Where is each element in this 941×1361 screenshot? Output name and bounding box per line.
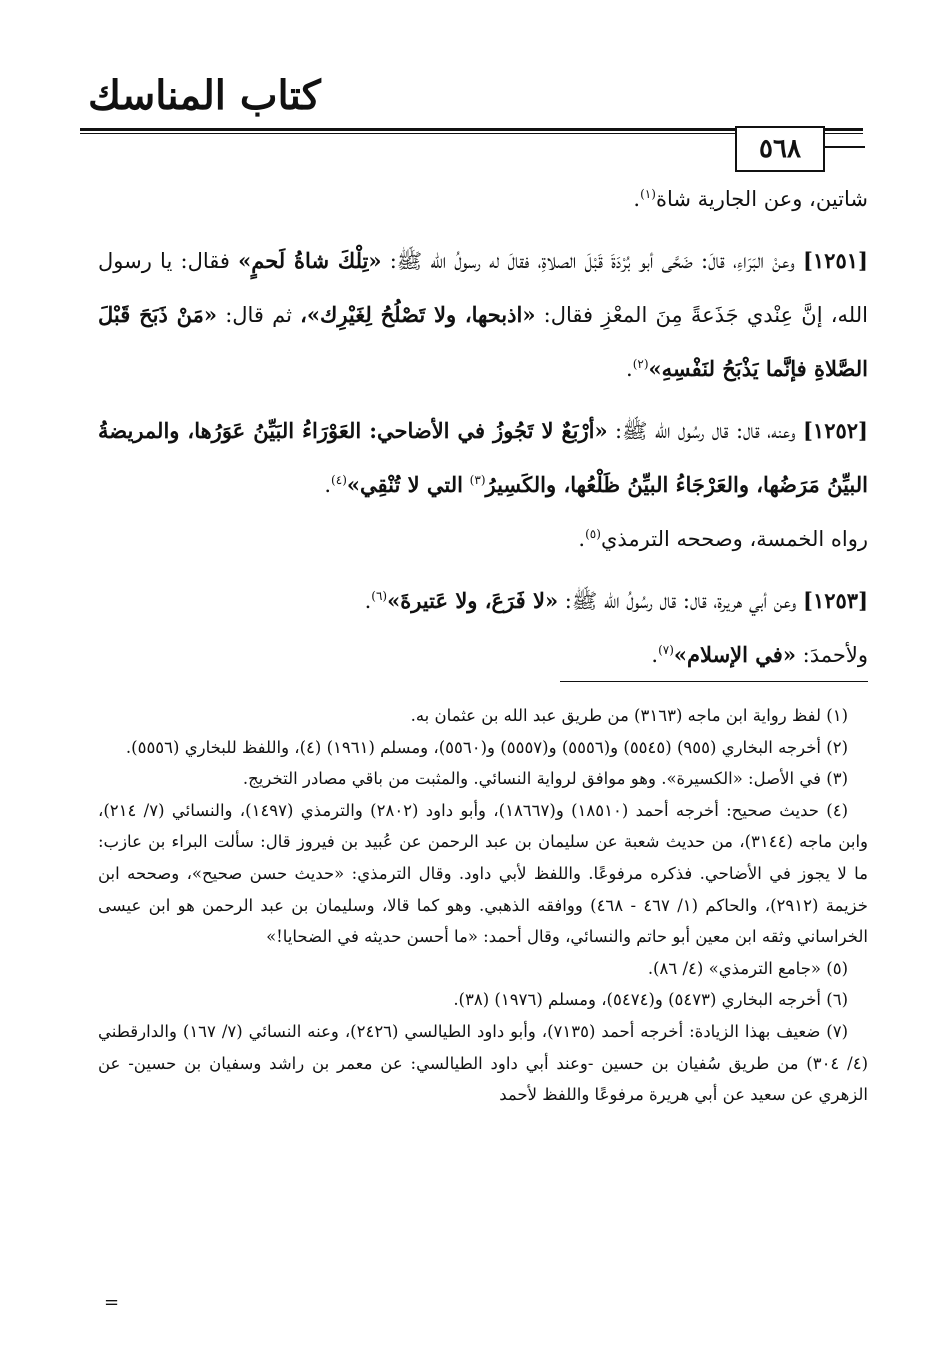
footnote: (٦) أخرجه البخاري (٥٤٧٣) و(٥٤٧٤)، ومسلم (١٩٧٦) (٣٨). (453, 990, 848, 1010)
footnote: (٢) أخرجه البخاري (٩٥٥) (٥٥٤٥) و(٥٥٥٦) و(٥٥٥٧) و(٥٥٦٠)، ومسلم (١٩٦١) (٤)، واللفظ للبخاري (٥٥٥٦). (125, 737, 848, 757)
main-text (98, 172, 868, 682)
footnote: (٣) في الأصل: «الكسيرة». وهو موافق لرواية النسائي. والمثبت من باقي مصادر التخريج. (242, 769, 848, 789)
hadith-number: [١٢٥٣] (803, 588, 868, 613)
footnote: (١) لفظ رواية ابن ماجه (٣١٦٣) من طريق عبد الله بن عثمان به. (410, 706, 848, 725)
footnote: (٥) «جامع الترمذي» (٤/ ٨٦). (647, 958, 848, 978)
hadith-1253: [١٢٥٣] وعن أبي هريرة، قال: قال رسُولُ الله ﷺ: «لا فَرَعَ، ولا عَتيرةَ»$^{(٦)}$. (364, 588, 868, 613)
page-number: ٥٦٨ (735, 126, 825, 172)
ahmad-line: ولأحمدَ: «في الإسلام»$^{(٧)}$. (651, 642, 868, 667)
rawah-line: رواه الخمسة، وصححه الترمذي$^{(٥)}$. (578, 527, 868, 551)
hadith-1251: [١٢٥١] وعنْ البَرَاءِ، قالَ: ضَحَّى أبو بُرْدَةَ قَبْلَ الصلاةِ، فقالَ له رسولُ الله ﷺ: «تِلْكَ شاةُ لَحمٍ» فقال: يا رسول الله، إنَّ عِنْدي جَذَعةً مِنَ المعْزِ فقال: «اذبحها، ولا تَصْلُحُ لِغَيْرِك»، ثم قال: «مَنْ ذَبَحَ قَبْلَ الصَّلاةِ فإنَّما يَذْبَحُ لنَفْسِهِ»$^{(٢)}$. (98, 248, 868, 381)
page-number-line (823, 146, 865, 148)
footnote-separator (560, 681, 868, 682)
hadith-1252: [١٢٥٢] وعنه، قال: قال رسُول الله ﷺ: «أرْبَعٌ لا تَجُوزُ في الأضاحي: العَوْرَاءُ البَيِّنُ عَوَرُها، والمريضةُ البيِّنُ مَرَضُها، والعَرْجَاءُ البيِّنُ ظَلْعُها، والكَسِيرُ$^{(٣)}$ التي لا تُنْقِي»$^{(٤)}$. (98, 418, 868, 497)
book-title: كتاب المناسك (88, 72, 321, 119)
hadith-number: [١٢٥١] (802, 248, 868, 273)
continuation-mark: = (104, 1292, 120, 1313)
footnote: (٧) ضعيف بهذا الزيادة: أخرجه أحمد (٧١٣٥)، وأبو داود الطيالسي (٢٤٢٦)، وعنه النسائي (٧/ ١٦٧) والدارقطني (٤/ ٣٠٤) من طريق سُفيان بن حسين -وعند أبي داود الطيالسي: عن معمر بن راشد وسفيان بن حسين- عن الزهري عن سعيد عن أبي هريرة مرفوعًا واللفظ لأحمد (98, 1021, 868, 1105)
hadith-number: [١٢٥٢] (802, 418, 868, 443)
intro-line: شاتين، وعن الجارية شاة$^{(١)}$. (633, 187, 868, 211)
footnote: (٤) حديث صحيح: أخرجه أحمد (١٨٥١٠) و(١٨٦٦٧)، وأبو داود (٢٨٠٢) والترمذي (١٤٩٧)، والنسائي (٧/ ٢١٤)، وابن ماجه (٣١٤٤)، من حديث شعبة عن سليمان بن عبد الرحمن عن عُبيد بن فيروز قال: سألت البراء بن عازب: ما لا يجوز في الأضاحي. فذكره مرفوعًا. واللفظ لأبي داود. وقال الترمذي: «حديث حسن صحيح»، وصححه ابن خزيمة (٢٩١٢)، والحاكم (١/ ٤٦٧ - ٤٦٨) ووافقه الذهبي. وهو كما قالا، وسليمان بن عبد الرحمن هو ابن عيسى الخراساني وثقه ابن معين أبو حاتم والنسائي، وقال أحمد: «ما أحسن حديثه في الضحايا!» (98, 800, 868, 947)
footnotes (98, 700, 868, 1111)
